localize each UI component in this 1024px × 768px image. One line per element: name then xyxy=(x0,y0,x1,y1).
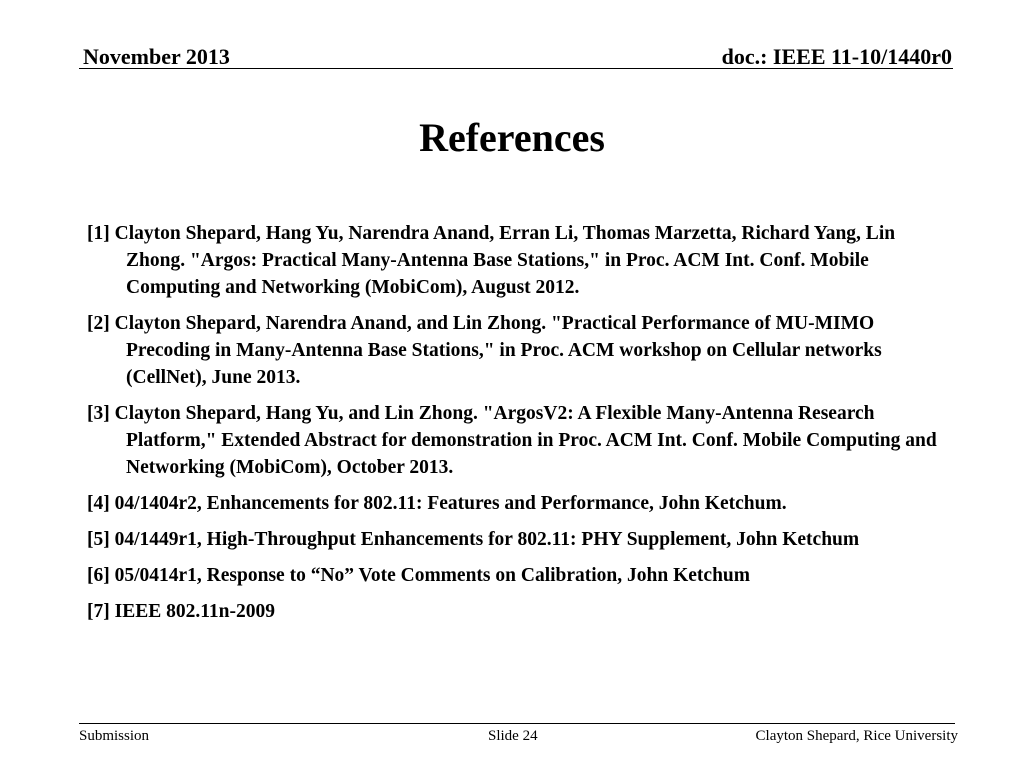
header-date: November 2013 xyxy=(83,44,230,69)
reference-item-5: [5] 04/1449r1, High-Throughput Enhancements for 802.11: PHY Supplement, John Ketchum xyxy=(87,529,860,550)
reference-item-1: [1] Clayton Shepard, Hang Yu, Narendra Anand, Erran Li, Thomas Marzetta, Richard Yang, Lin Zhong. "Argos: Practical Many-Antenna Base Stations," in Proc. ACM Int. Conf. Mobile Computing and Networking (MobiCom), August 2012. xyxy=(87,223,896,298)
reference-item-2: [2] Clayton Shepard, Narendra Anand, and Lin Zhong. "Practical Performance of MU-MIMO Precoding in Many-Antenna Base Stations," in Proc. ACM workshop on Cellular networks (CellNet), June 2013. xyxy=(87,313,882,388)
footer-submission: Submission xyxy=(79,728,150,744)
header-divider xyxy=(79,68,953,69)
footer-slide-number: Slide 24 xyxy=(488,728,538,744)
reference-list xyxy=(87,220,947,634)
header-doc-id: doc.: IEEE 11-10/1440r0 xyxy=(721,44,952,69)
reference-item-6: [6] 05/0414r1, Response to “No” Vote Comments on Calibration, John Ketchum xyxy=(87,565,750,586)
slide-title: References xyxy=(419,115,605,160)
footer-author: Clayton Shepard, Rice University xyxy=(755,728,958,744)
reference-item-7: [7] IEEE 802.11n-2009 xyxy=(87,601,275,622)
reference-item-3: [3] Clayton Shepard, Hang Yu, and Lin Zhong. "ArgosV2: A Flexible Many-Antenna Research Platform," Extended Abstract for demonstration in Proc. ACM Int. Conf. Mobile Computing and Networking (MobiCom), October 2013. xyxy=(87,403,937,478)
footer-divider xyxy=(79,723,955,724)
reference-item-4: [4] 04/1404r2, Enhancements for 802.11: Features and Performance, John Ketchum. xyxy=(87,493,787,514)
